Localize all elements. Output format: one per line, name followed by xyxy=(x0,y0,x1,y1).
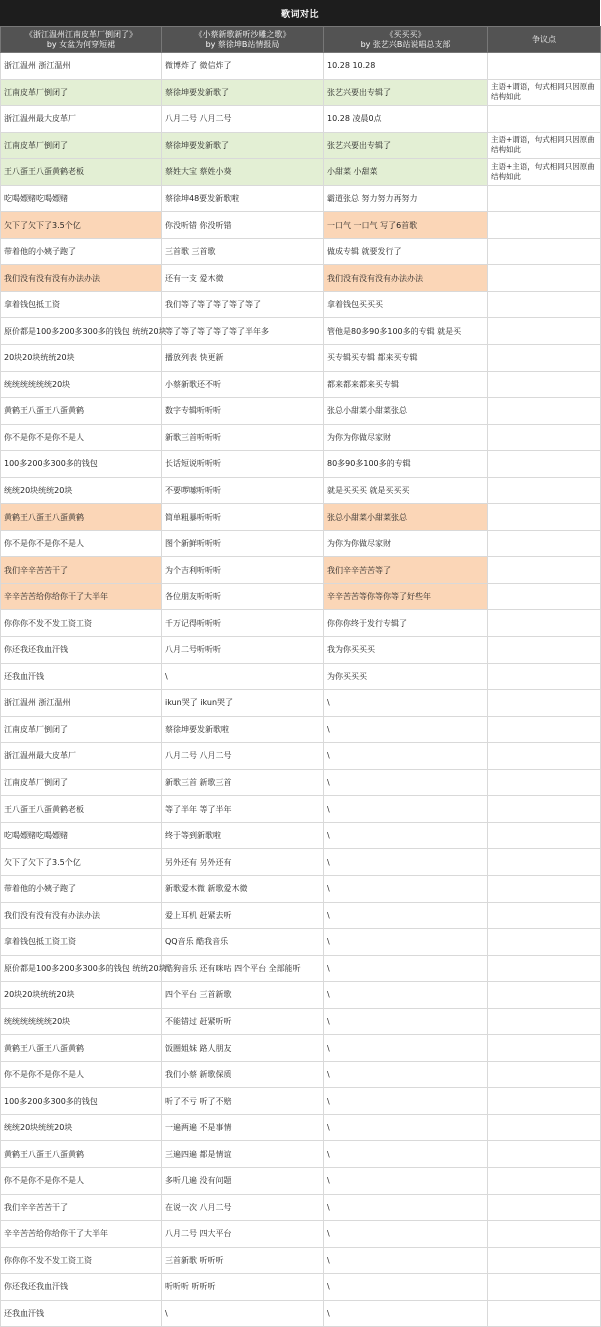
cell-song-2: 小蔡新歌还不听 xyxy=(162,371,324,398)
cell-song-2: 播放列表 快更新 xyxy=(162,345,324,372)
cell-dispute xyxy=(488,1088,601,1115)
cell-song-2: 为个吉利听听听 xyxy=(162,557,324,584)
table-row xyxy=(1,769,601,796)
cell-song-2: 一遍两遍 不是事情 xyxy=(162,1114,324,1141)
cell-song-3: \ xyxy=(324,902,488,929)
table-row xyxy=(1,159,601,186)
cell-song-2: 多听几遍 没有问题 xyxy=(162,1167,324,1194)
cell-song-1: 江南皮革厂倒闭了 xyxy=(1,716,162,743)
cell-dispute xyxy=(488,743,601,770)
cell-song-1: 统统统统统统20块 xyxy=(1,1008,162,1035)
cell-song-2: 蔡姓大宝 蔡姓小葵 xyxy=(162,159,324,186)
column-header-song-2 xyxy=(162,27,324,53)
cell-dispute xyxy=(488,663,601,690)
table-row xyxy=(1,663,601,690)
table-row xyxy=(1,982,601,1009)
cell-song-3: 10.28 凌晨0点 xyxy=(324,106,488,133)
cell-song-2: ikun哭了 ikun哭了 xyxy=(162,690,324,717)
table-row xyxy=(1,743,601,770)
cell-song-3: \ xyxy=(324,1061,488,1088)
cell-dispute xyxy=(488,1167,601,1194)
table-row xyxy=(1,1300,601,1327)
cell-dispute xyxy=(488,557,601,584)
cell-dispute xyxy=(488,53,601,80)
cell-song-1: 浙江温州 浙江温州 xyxy=(1,53,162,80)
lyrics-comparison-table xyxy=(0,26,601,1327)
table-row xyxy=(1,955,601,982)
cell-song-3: 80多90多100多的专辑 xyxy=(324,451,488,478)
cell-dispute xyxy=(488,291,601,318)
cell-song-2: 蔡徐坤48要发新歌啦 xyxy=(162,185,324,212)
cell-song-3: 你你你终于发行专辑了 xyxy=(324,610,488,637)
cell-song-3: 小甜菜 小甜菜 xyxy=(324,159,488,186)
table-row xyxy=(1,477,601,504)
table-row xyxy=(1,79,601,106)
table-row xyxy=(1,530,601,557)
cell-dispute xyxy=(488,1221,601,1248)
cell-song-1: 20块20块统统20块 xyxy=(1,982,162,1009)
cell-dispute xyxy=(488,424,601,451)
cell-song-3: \ xyxy=(324,929,488,956)
cell-song-3: \ xyxy=(324,1167,488,1194)
column-header-author: by 张艺兴B站说唱总支部 xyxy=(360,39,451,49)
cell-dispute xyxy=(488,1247,601,1274)
cell-song-2: 不要啰嗦听听听 xyxy=(162,477,324,504)
cell-song-3: \ xyxy=(324,1247,488,1274)
cell-song-2: QQ音乐 酷我音乐 xyxy=(162,929,324,956)
cell-song-3: \ xyxy=(324,849,488,876)
cell-dispute xyxy=(488,1035,601,1062)
cell-dispute xyxy=(488,929,601,956)
cell-song-3: 为你为你做尽家财 xyxy=(324,424,488,451)
cell-song-2: 蔡徐坤要发新歌了 xyxy=(162,79,324,106)
cell-dispute xyxy=(488,212,601,239)
cell-song-2: 还有一支 爱木微 xyxy=(162,265,324,292)
table-row xyxy=(1,265,601,292)
cell-song-3: 张艺兴要出专辑了 xyxy=(324,79,488,106)
table-row xyxy=(1,610,601,637)
table-row xyxy=(1,106,601,133)
cell-dispute xyxy=(488,796,601,823)
table-row xyxy=(1,1221,601,1248)
cell-song-1: 辛辛苦苦给你给你干了大半年 xyxy=(1,1221,162,1248)
table-row xyxy=(1,1141,601,1168)
cell-song-2: 听了不亏 听了不赔 xyxy=(162,1088,324,1115)
cell-dispute xyxy=(488,106,601,133)
cell-song-2: 新歌三首听听听 xyxy=(162,424,324,451)
cell-song-1: 100多200多300多的钱包 xyxy=(1,451,162,478)
cell-song-1: 吃喝嫖赌吃喝嫖赌 xyxy=(1,822,162,849)
cell-dispute: 主语+谓语，句式相同只因原曲结构如此 xyxy=(488,132,601,159)
table-row xyxy=(1,345,601,372)
table-row xyxy=(1,424,601,451)
cell-song-2: 微博炸了 微信炸了 xyxy=(162,53,324,80)
cell-song-1: 你你你不发不发工资工资 xyxy=(1,610,162,637)
cell-song-3: \ xyxy=(324,796,488,823)
cell-dispute: 主语+主语，句式相同只因原曲结构如此 xyxy=(488,159,601,186)
cell-song-3: \ xyxy=(324,1088,488,1115)
table-row xyxy=(1,1035,601,1062)
cell-dispute xyxy=(488,318,601,345)
cell-song-1: 20块20块统统20块 xyxy=(1,345,162,372)
cell-song-2: 我们等了等了等了等了等了 xyxy=(162,291,324,318)
cell-song-3: 做成专辑 就要发行了 xyxy=(324,238,488,265)
cell-song-2: 数字专辑听听听 xyxy=(162,398,324,425)
table-row xyxy=(1,504,601,531)
cell-song-2: 八月二号 八月二号 xyxy=(162,743,324,770)
column-header-title: 《小蔡新歌新听沙雕之歌》 xyxy=(194,29,291,39)
cell-song-2: 新歌三首 新歌三首 xyxy=(162,769,324,796)
cell-song-1: 江南皮革厂倒闭了 xyxy=(1,769,162,796)
cell-song-2: 八月二号听听听 xyxy=(162,637,324,664)
cell-song-3: \ xyxy=(324,875,488,902)
table-row xyxy=(1,318,601,345)
cell-song-2: 听听听 听听听 xyxy=(162,1274,324,1301)
cell-song-3: \ xyxy=(324,955,488,982)
cell-song-2: 图个新鲜听听听 xyxy=(162,530,324,557)
table-row xyxy=(1,1114,601,1141)
cell-song-2: 新歌爱木微 新歌爱木微 xyxy=(162,875,324,902)
cell-song-1: 还我血汗钱 xyxy=(1,1300,162,1327)
table-row xyxy=(1,637,601,664)
cell-song-1: 江南皮革厂倒闭了 xyxy=(1,132,162,159)
cell-song-1: 原价都是100多200多300多的钱包 统统20块 xyxy=(1,955,162,982)
cell-dispute xyxy=(488,610,601,637)
table-row xyxy=(1,796,601,823)
cell-song-3: \ xyxy=(324,1114,488,1141)
cell-song-1: 吃喝嫖赌吃喝嫖赌 xyxy=(1,185,162,212)
cell-song-3: \ xyxy=(324,1274,488,1301)
table-row xyxy=(1,1194,601,1221)
cell-song-3: \ xyxy=(324,769,488,796)
cell-song-1: 黄鹤王八蛋王八蛋黄鹤 xyxy=(1,504,162,531)
cell-song-3: \ xyxy=(324,1300,488,1327)
cell-song-3: 拿着钱包买买买 xyxy=(324,291,488,318)
cell-dispute xyxy=(488,238,601,265)
cell-song-1: 我们没有没有没有办法办法 xyxy=(1,265,162,292)
table-row xyxy=(1,583,601,610)
cell-dispute xyxy=(488,875,601,902)
cell-dispute xyxy=(488,902,601,929)
cell-song-1: 黄鹤王八蛋王八蛋黄鹤 xyxy=(1,1141,162,1168)
cell-song-1: 你不是你不是你不是人 xyxy=(1,530,162,557)
cell-song-3: \ xyxy=(324,822,488,849)
cell-song-1: 欠下了欠下了3.5个亿 xyxy=(1,849,162,876)
cell-song-3: \ xyxy=(324,1141,488,1168)
cell-song-3: 我们没有没有没有办法办法 xyxy=(324,265,488,292)
cell-dispute xyxy=(488,849,601,876)
cell-song-3: \ xyxy=(324,743,488,770)
cell-song-1: 浙江温州最大皮革厂 xyxy=(1,743,162,770)
table-row xyxy=(1,716,601,743)
cell-song-1: 100多200多300多的钱包 xyxy=(1,1088,162,1115)
cell-song-1: 原价都是100多200多300多的钱包 统统20块 xyxy=(1,318,162,345)
table-row xyxy=(1,185,601,212)
cell-song-1: 浙江温州 浙江温州 xyxy=(1,690,162,717)
cell-song-1: 带着他的小姨子跑了 xyxy=(1,238,162,265)
table-row xyxy=(1,1167,601,1194)
cell-song-3: 一口气 一口气 写了6首歌 xyxy=(324,212,488,239)
table-row xyxy=(1,1061,601,1088)
cell-dispute xyxy=(488,477,601,504)
cell-song-1: 统统统统统统20块 xyxy=(1,371,162,398)
cell-dispute xyxy=(488,1194,601,1221)
cell-song-2: 蔡徐坤要发新歌啦 xyxy=(162,716,324,743)
cell-song-2: 八月二号 四大平台 xyxy=(162,1221,324,1248)
table-title: 歌词对比 xyxy=(0,0,600,26)
cell-dispute xyxy=(488,451,601,478)
cell-song-3: \ xyxy=(324,1008,488,1035)
cell-song-1: 江南皮革厂倒闭了 xyxy=(1,79,162,106)
cell-song-2: 等了半年 等了半年 xyxy=(162,796,324,823)
cell-song-2: \ xyxy=(162,1300,324,1327)
cell-song-3: 10.28 10.28 xyxy=(324,53,488,80)
table-body xyxy=(1,53,601,1327)
cell-song-3: 张艺兴要出专辑了 xyxy=(324,132,488,159)
table-row xyxy=(1,132,601,159)
cell-song-1: 浙江温州最大皮革厂 xyxy=(1,106,162,133)
table-row xyxy=(1,1247,601,1274)
cell-song-1: 我们辛辛苦苦干了 xyxy=(1,1194,162,1221)
cell-song-2: 八月二号 八月二号 xyxy=(162,106,324,133)
cell-song-2: 我们小蔡 新歌保质 xyxy=(162,1061,324,1088)
cell-song-3: 就是买买买 就是买买买 xyxy=(324,477,488,504)
cell-song-3: \ xyxy=(324,690,488,717)
cell-song-1: 还我血汗钱 xyxy=(1,663,162,690)
cell-song-2: 酷狗音乐 还有咪咕 四个平台 全部能听 xyxy=(162,955,324,982)
column-header-song-1 xyxy=(1,27,162,53)
cell-song-1: 统统20块统统20块 xyxy=(1,1114,162,1141)
cell-song-1: 带着他的小姨子跑了 xyxy=(1,875,162,902)
cell-song-2: 爱上耳机 赶紧去听 xyxy=(162,902,324,929)
cell-song-3: 为你为你做尽家财 xyxy=(324,530,488,557)
cell-dispute xyxy=(488,345,601,372)
cell-song-3: 张总小甜菜小甜菜张总 xyxy=(324,398,488,425)
cell-dispute xyxy=(488,769,601,796)
cell-song-1: 你还我还我血汗钱 xyxy=(1,637,162,664)
cell-song-2: 等了等了等了等了等了半年多 xyxy=(162,318,324,345)
cell-song-1: 辛辛苦苦给你给你干了大半年 xyxy=(1,583,162,610)
cell-song-3: 我们辛辛苦苦等了 xyxy=(324,557,488,584)
column-header-author: by 女盆为何穿短裙 xyxy=(46,39,116,49)
cell-dispute xyxy=(488,690,601,717)
cell-song-2: 不能错过 赶紧听听 xyxy=(162,1008,324,1035)
cell-song-1: 黄鹤王八蛋王八蛋黄鹤 xyxy=(1,1035,162,1062)
cell-song-2: 三遍四遍 都是情谊 xyxy=(162,1141,324,1168)
cell-song-3: \ xyxy=(324,716,488,743)
cell-dispute xyxy=(488,1141,601,1168)
cell-dispute xyxy=(488,1008,601,1035)
column-header-dispute xyxy=(488,27,601,53)
cell-song-2: 千万记得听听听 xyxy=(162,610,324,637)
cell-song-1: 你不是你不是你不是人 xyxy=(1,424,162,451)
cell-song-3: 辛辛苦苦等你等你等了好些年 xyxy=(324,583,488,610)
cell-dispute xyxy=(488,504,601,531)
cell-song-1: 我们辛辛苦苦干了 xyxy=(1,557,162,584)
cell-dispute xyxy=(488,583,601,610)
cell-song-2: 终于等到新歌啦 xyxy=(162,822,324,849)
table-row xyxy=(1,1274,601,1301)
table-row xyxy=(1,212,601,239)
table-row xyxy=(1,451,601,478)
cell-song-3: \ xyxy=(324,1221,488,1248)
cell-dispute xyxy=(488,398,601,425)
cell-song-2: 蔡徐坤要发新歌了 xyxy=(162,132,324,159)
cell-song-1: 拿着钱包抵工资 xyxy=(1,291,162,318)
cell-song-3: 霸道张总 努力努力再努力 xyxy=(324,185,488,212)
cell-song-2: 四个平台 三首新歌 xyxy=(162,982,324,1009)
cell-song-2: 另外还有 另外还有 xyxy=(162,849,324,876)
table-row xyxy=(1,398,601,425)
cell-song-3: \ xyxy=(324,1194,488,1221)
cell-song-2: 简单粗暴听听听 xyxy=(162,504,324,531)
cell-song-3: 张总小甜菜小甜菜张总 xyxy=(324,504,488,531)
table-row xyxy=(1,238,601,265)
cell-dispute xyxy=(488,716,601,743)
table-row xyxy=(1,53,601,80)
table-row xyxy=(1,822,601,849)
cell-dispute xyxy=(488,1300,601,1327)
table-row xyxy=(1,1008,601,1035)
cell-song-1: 王八蛋王八蛋黄鹤老板 xyxy=(1,159,162,186)
cell-song-3: 管他是80多90多100多的专辑 就是买 xyxy=(324,318,488,345)
cell-dispute xyxy=(488,637,601,664)
cell-dispute xyxy=(488,530,601,557)
cell-song-3: 为你买买买 xyxy=(324,663,488,690)
header-row xyxy=(1,27,601,53)
cell-song-1: 你不是你不是你不是人 xyxy=(1,1167,162,1194)
cell-song-2: 三首歌 三首歌 xyxy=(162,238,324,265)
cell-song-3: 买专辑买专辑 都来买专辑 xyxy=(324,345,488,372)
table-row xyxy=(1,371,601,398)
column-header-title: 《买买买》 xyxy=(385,29,426,39)
table-row xyxy=(1,929,601,956)
cell-song-1: 我们没有没有没有办法办法 xyxy=(1,902,162,929)
cell-dispute xyxy=(488,1114,601,1141)
cell-song-2: 三首新歌 听听听 xyxy=(162,1247,324,1274)
cell-song-1: 你不是你不是你不是人 xyxy=(1,1061,162,1088)
cell-dispute xyxy=(488,1061,601,1088)
cell-dispute xyxy=(488,265,601,292)
table-row xyxy=(1,291,601,318)
column-header-title: 争议点 xyxy=(532,34,556,44)
cell-song-3: \ xyxy=(324,982,488,1009)
cell-song-3: 我为你买买买 xyxy=(324,637,488,664)
column-header-author: by 蔡徐坤B站情报局 xyxy=(205,39,280,49)
cell-song-2: 在说一次 八月二号 xyxy=(162,1194,324,1221)
table-row xyxy=(1,690,601,717)
cell-song-2: 饭圈姐妹 路人朋友 xyxy=(162,1035,324,1062)
column-header-song-3 xyxy=(324,27,488,53)
column-header-title: 《浙江温州江南皮革厂倒闭了》 xyxy=(25,29,137,39)
cell-dispute xyxy=(488,185,601,212)
cell-dispute: 主语+谓语，句式相同只因原曲结构如此 xyxy=(488,79,601,106)
cell-song-1: 你你你不发不发工资工资 xyxy=(1,1247,162,1274)
cell-dispute xyxy=(488,1274,601,1301)
cell-dispute xyxy=(488,955,601,982)
cell-dispute xyxy=(488,822,601,849)
cell-song-1: 黄鹤王八蛋王八蛋黄鹤 xyxy=(1,398,162,425)
cell-song-2: 你没听错 你没听错 xyxy=(162,212,324,239)
cell-dispute xyxy=(488,982,601,1009)
cell-song-2: 各位朋友听听听 xyxy=(162,583,324,610)
table-row xyxy=(1,902,601,929)
table-row xyxy=(1,1088,601,1115)
cell-song-3: \ xyxy=(324,1035,488,1062)
cell-dispute xyxy=(488,371,601,398)
cell-song-1: 王八蛋王八蛋黄鹤老板 xyxy=(1,796,162,823)
cell-song-1: 统统20块统统20块 xyxy=(1,477,162,504)
table-row xyxy=(1,849,601,876)
cell-song-1: 欠下了欠下了3.5个亿 xyxy=(1,212,162,239)
table-row xyxy=(1,875,601,902)
cell-song-1: 你还我还我血汗钱 xyxy=(1,1274,162,1301)
cell-song-3: 都来都来都来买专辑 xyxy=(324,371,488,398)
table-row xyxy=(1,557,601,584)
cell-song-2: \ xyxy=(162,663,324,690)
cell-song-2: 长话短说听听听 xyxy=(162,451,324,478)
cell-song-1: 拿着钱包抵工资工资 xyxy=(1,929,162,956)
